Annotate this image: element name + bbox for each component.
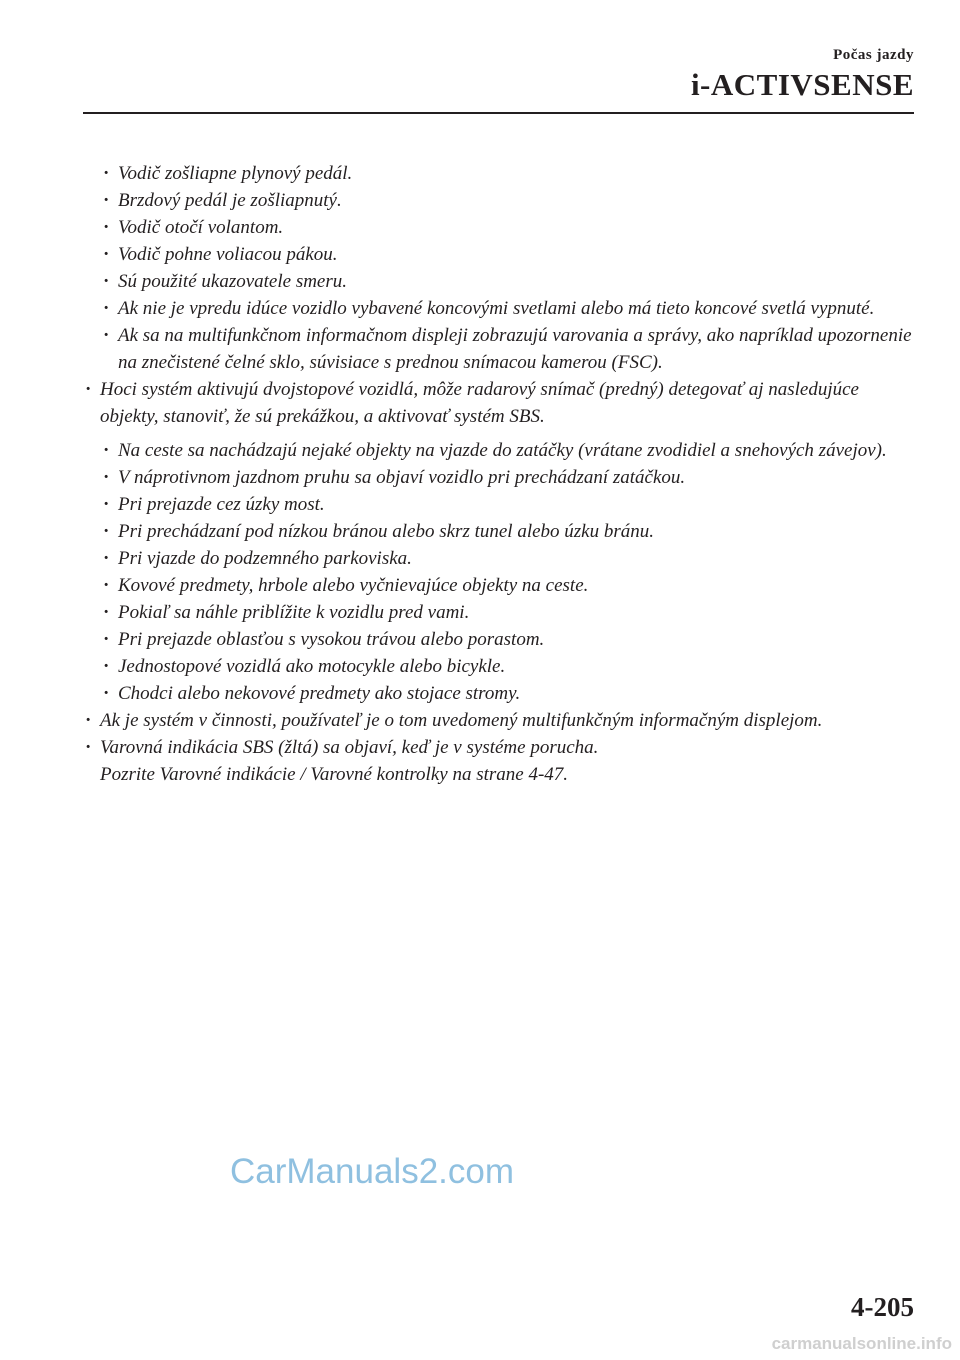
list-item: · Vodič otočí volantom. <box>102 214 914 241</box>
header-divider <box>83 112 914 114</box>
bullet-list-cancel-conditions <box>102 160 914 376</box>
list-item: · Brzdový pedál je zošliapnutý. <box>102 187 914 214</box>
section-name: Počas jazdy <box>833 47 914 63</box>
list-item: · Ak sa na multifunkčnom informačnom displeji zobrazujú varovania a správy, ako napríklad upozornenie na znečistené čelné sklo, súvisiace s prednou snímacou kamerou (FSC). <box>102 322 914 376</box>
list-item: · Kovové predmety, hrbole alebo vyčnievajúce objekty na ceste. <box>102 572 914 599</box>
list-item: · Jednostopové vozidlá ako motocykle alebo bicykle. <box>102 653 914 680</box>
watermark-logo: CarManuals2.com <box>230 1152 514 1191</box>
page-header <box>691 46 914 102</box>
list-item: · Vodič pohne voliacou pákou. <box>102 241 914 268</box>
list-item: · Ak nie je vpredu idúce vozidlo vybavené koncovými svetlami alebo má tieto koncové svetlá vypnuté. <box>102 295 914 322</box>
paragraph-system-active: · Ak je systém v činnosti, používateľ je o tom uvedomený multifunkčným informačným displejom. <box>84 707 914 734</box>
list-item: · Sú použité ukazovatele smeru. <box>102 268 914 295</box>
paragraph-detection-objects: · Hoci systém aktivujú dvojstopové vozidlá, môže radarový snímač (predný) detegovať aj nasledujúce objekty, stanoviť, že sú prekážkou, a aktivovať systém SBS. <box>84 376 914 430</box>
list-item: · Pokiaľ sa náhle priblížite k vozidlu pred vami. <box>102 599 914 626</box>
bullet-list-detected-objects <box>102 437 914 707</box>
paragraph-warning-indication: · Varovná indikácia SBS (žltá) sa objaví, keď je v systéme porucha. <box>84 734 914 761</box>
list-item: · V náprotivnom jazdnom pruhu sa objaví vozidlo pri prechádzaní zatáčkou. <box>102 464 914 491</box>
list-item: · Vodič zošliapne plynový pedál. <box>102 160 914 187</box>
list-item: · Pri prejazde cez úzky most. <box>102 491 914 518</box>
list-item: · Na ceste sa nachádzajú nejaké objekty na vjazde do zatáčky (vrátane zvodidiel a snehových závejov). <box>102 437 914 464</box>
list-item: · Pri prechádzaní pod nízkou bránou alebo skrz tunel alebo úzku bránu. <box>102 518 914 545</box>
list-item: · Pri vjazde do podzemného parkoviska. <box>102 545 914 572</box>
chapter-title: i-ACTIVSENSE <box>690 67 914 102</box>
list-item: · Pri prejazde oblasťou s vysokou trávou alebo porastom. <box>102 626 914 653</box>
list-item: · Chodci alebo nekovové predmety ako stojace stromy. <box>102 680 914 707</box>
page-body <box>84 160 914 788</box>
footer-site-url: carmanualsonline.info <box>771 1334 952 1353</box>
page-number: 4-205 <box>851 1292 914 1322</box>
cross-reference: Pozrite Varovné indikácie / Varovné kontrolky na strane 4-47. <box>100 764 569 785</box>
